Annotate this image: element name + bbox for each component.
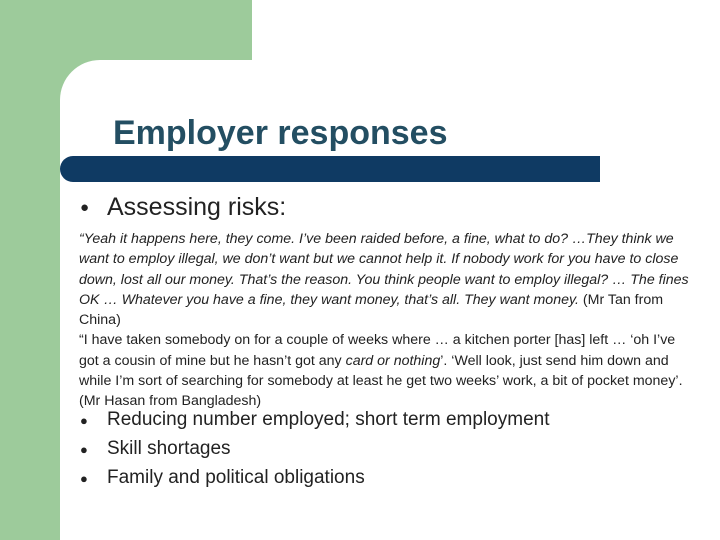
quote-hasan-italic: card or nothing [345, 352, 441, 369]
quote-tan-text: “Yeah it happens here, they come. I’ve been raided before, a fine, what to do? …They think we want to employ illegal, we don’t want but we cannot help it. If nobody work for you have to close down, lost all our money. That’s the reason. You think people want to employ illegal? … The fines OK … Whatever you have a fine, they want money, that’s all. They want money. [79, 231, 689, 308]
quote-tan-attribution: (Mr Tan from China) [79, 291, 664, 329]
list-item: Skill shortages [107, 438, 231, 459]
main-point: Assessing risks: [107, 193, 287, 221]
slide-title: Employer responses [113, 114, 448, 152]
bullet-icon: ● [80, 471, 88, 486]
list-item: Family and political obligations [107, 467, 365, 488]
title-underline-bar [60, 156, 600, 182]
bullet-icon: ● [80, 199, 90, 216]
green-left-strip [0, 0, 60, 540]
bullet-icon: ● [80, 442, 88, 457]
quote-hasan [79, 330, 694, 411]
quote-block [79, 229, 694, 412]
list-item: Reducing number employed; short term employment [107, 409, 550, 430]
bullet-icon: ● [80, 413, 88, 428]
quote-hasan-text-1: “I have taken somebody on for a couple of weeks where … a kitchen porter [has] left … ‘oh I’ve got a cousin of mine but he hasn’t got any [79, 332, 676, 369]
quote-tan [79, 229, 694, 330]
quote-hasan-text-2: ’. ‘Well look, just send him down and while I’m sort of searching for somebody at least he get two weeks’ work, a bit of pocket money’. (Mr Hasan from Bangladesh) [79, 352, 683, 410]
